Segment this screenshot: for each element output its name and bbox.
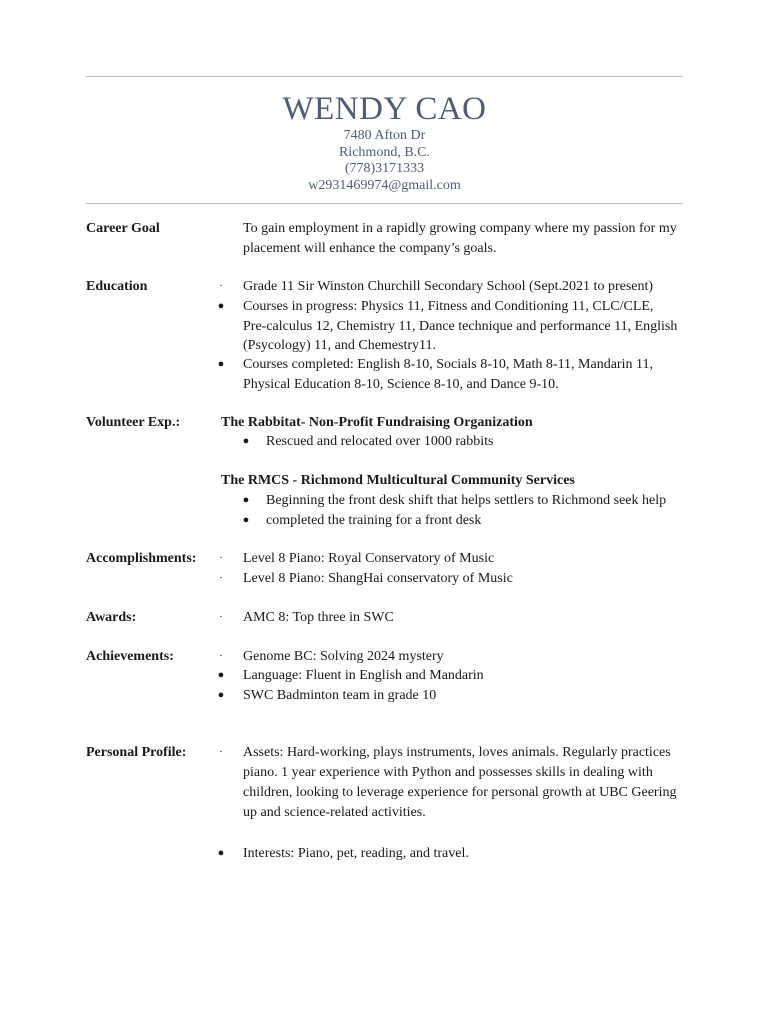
bullet-marker: ●	[217, 669, 225, 681]
volunteer-org-title: The Rabbitat- Non-Profit Fundraising Organization	[221, 415, 533, 430]
bullet-marker: ●	[242, 494, 250, 506]
education-item	[243, 355, 653, 394]
small-dot-marker: ·	[219, 552, 223, 564]
address-line-1: 7480 Afton Dr	[343, 128, 426, 143]
accomplishment-item: Level 8 Piano: Royal Conservatory of Music	[243, 551, 495, 566]
personal-profile-label: Personal Profile:	[86, 745, 187, 760]
personal-profile-assets	[243, 743, 676, 823]
achievement-item: Language: Fluent in English and Mandarin	[243, 668, 484, 683]
education-label: Education	[86, 279, 148, 294]
small-dot-marker: ·	[219, 746, 223, 758]
award-item: AMC 8: Top three in SWC	[243, 610, 394, 625]
accomplishments-label: Accomplishments:	[86, 551, 197, 566]
bullet-marker: ●	[217, 358, 225, 370]
small-dot-marker: ·	[219, 650, 223, 662]
small-dot-marker: ·	[219, 611, 223, 623]
bullet-marker: ●	[217, 300, 225, 312]
education-item-line: Courses in progress: Physics 11, Fitness and Conditioning 11, CLC/CLE,	[243, 299, 654, 314]
bullet-marker: ●	[242, 514, 250, 526]
header-top-rule	[86, 76, 683, 77]
small-dot-marker: ·	[219, 572, 223, 584]
bullet-marker: ●	[217, 847, 225, 859]
applicant-name: WENDY CAO	[282, 91, 487, 127]
volunteer-item: completed the training for a front desk	[266, 513, 482, 528]
personal-profile-line: Assets: Hard-working, plays instruments, loves animals. Regularly practices	[243, 745, 671, 760]
education-item	[243, 277, 653, 297]
education-item-line: Courses completed: English 8-10, Socials 8-10, Math 8-11, Mandarin 11,	[243, 357, 653, 372]
education-item-line: Physical Education 8-10, Science 8-10, and Dance 9-10.	[243, 376, 559, 392]
personal-profile-line: piano. 1 year experience with Python and possesses skills in dealing with	[243, 765, 653, 780]
awards-label: Awards:	[86, 610, 137, 625]
bullet-marker: ●	[242, 435, 250, 447]
accomplishment-item: Level 8 Piano: ShangHai conservatory of Music	[243, 571, 513, 586]
career-goal-label: Career Goal	[86, 221, 160, 236]
bullet-marker: ●	[217, 689, 225, 701]
volunteer-item: Beginning the front desk shift that helps settlers to Richmond seek help	[266, 493, 667, 508]
career-goal-line: placement will enhance the company’s goals.	[243, 240, 497, 256]
career-goal-text	[243, 219, 677, 258]
phone-number: (778)3171333	[344, 161, 425, 176]
achievement-item: SWC Badminton team in grade 10	[243, 688, 437, 703]
achievements-label: Achievements:	[86, 649, 174, 664]
career-goal-line: To gain employment in a rapidly growing company where my passion for my	[243, 221, 677, 236]
volunteer-item: Rescued and relocated over 1000 rabbits	[266, 434, 494, 449]
education-item-line: Grade 11 Sir Winston Churchill Secondary School (Sept.2021 to present)	[243, 279, 654, 294]
personal-profile-interests: Interests: Piano, pet, reading, and travel.	[243, 846, 469, 861]
volunteer-org-title: The RMCS - Richmond Multicultural Community Services	[221, 473, 575, 488]
personal-profile-line: up and science-related activities.	[243, 805, 426, 820]
education-item-line: (Psycology) 11, and Chemestry11.	[243, 338, 436, 354]
education-item	[243, 297, 677, 356]
education-item-line: Pre-calculus 12, Chemistry 11, Dance technique and performance 11, English	[243, 318, 678, 334]
resume-header	[86, 90, 683, 194]
personal-profile-line: children, looking to leverage experience for personal growth at UBC Geering	[243, 785, 677, 800]
volunteer-label: Volunteer Exp.:	[86, 415, 181, 430]
small-dot-marker: ·	[219, 280, 223, 292]
email-address: w2931469974@gmail.com	[308, 177, 461, 193]
achievement-item: Genome BC: Solving 2024 mystery	[243, 649, 444, 664]
header-bottom-rule	[86, 203, 683, 204]
address-line-2: Richmond, B.C.	[338, 144, 430, 160]
